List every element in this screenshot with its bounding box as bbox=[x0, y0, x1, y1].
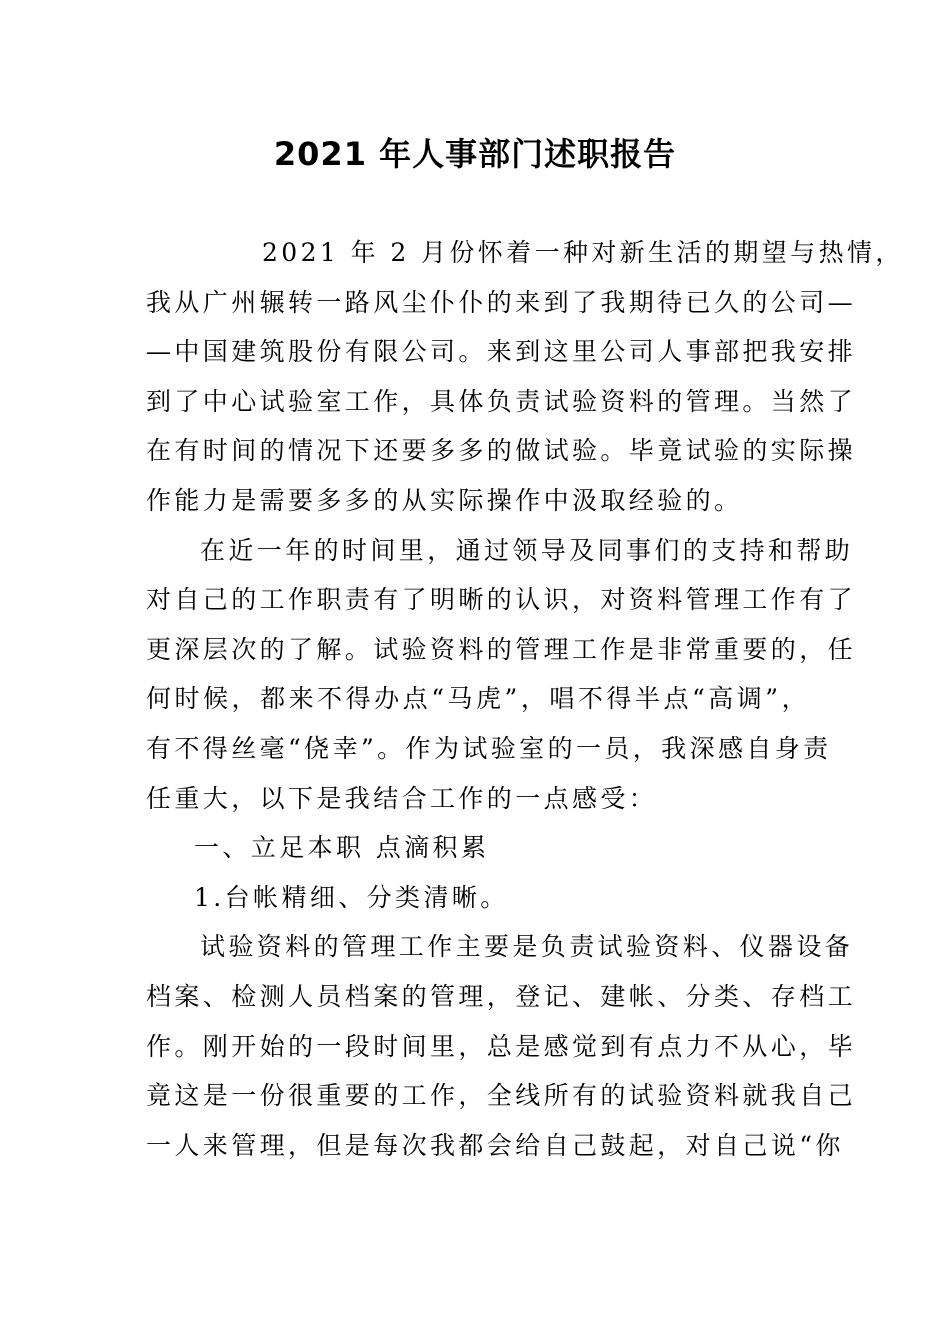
paragraph-line: 作。刚开始的一段时间里，总是感觉到有点力不从心，毕 bbox=[146, 1031, 857, 1061]
paragraph-line: 在近一年的时间里，通过领导及同事们的支持和帮助 bbox=[200, 535, 854, 565]
paragraph-line: 一人来管理，但是每次我都会给自己鼓起，对自己说“你 bbox=[146, 1130, 844, 1160]
paragraph-line: 试验资料的管理工作主要是负责试验资料、仪器设备 bbox=[200, 932, 854, 962]
paragraph-line: 我从广州辗转一路风尘仆仆的来到了我期待已久的公司— bbox=[146, 287, 857, 317]
paragraph-line: 更深层次的了解。试验资料的管理工作是非常重要的，任 bbox=[146, 634, 857, 664]
document-title: 2021 年人事部门述职报告 bbox=[273, 135, 677, 173]
paragraph-line: 到了中心试验室工作，具体负责试验资料的管理。当然了 bbox=[146, 386, 857, 416]
paragraph-line: 任重大，以下是我结合工作的一点感受： bbox=[146, 783, 658, 813]
subsection-heading: 1.台帐精细、分类清晰。 bbox=[194, 882, 509, 912]
paragraph-line: —中国建筑股份有限公司。来到这里公司人事部把我安排 bbox=[146, 337, 857, 367]
paragraph-line: 竟这是一份很重要的工作，全线所有的试验资料就我自己 bbox=[146, 1081, 857, 1111]
paragraph-line: 2021 年 2 月份怀着一种对新生活的期望与热情， bbox=[262, 238, 904, 267]
paragraph-line: 何时候，都来不得办点“马虎”，唱不得半点“高调”， bbox=[146, 684, 810, 714]
paragraph-line: 档案、检测人员档案的管理，登记、建帐、分类、存档工 bbox=[146, 981, 857, 1011]
paragraph-line: 对自己的工作职责有了明晰的认识，对资料管理工作有了 bbox=[146, 585, 857, 615]
paragraph-line: 有不得丝毫“侥幸”。作为试验室的一员，我深感自身责 bbox=[146, 733, 832, 763]
section-heading: 一、立足本职 点滴积累 bbox=[194, 833, 490, 863]
document-body bbox=[146, 228, 904, 1170]
paragraph-line: 作能力是需要多多的从实际操作中汲取经验的。 bbox=[146, 485, 743, 515]
paragraph-line: 在有时间的情况下还要多多的做试验。毕竟试验的实际操 bbox=[146, 436, 857, 466]
